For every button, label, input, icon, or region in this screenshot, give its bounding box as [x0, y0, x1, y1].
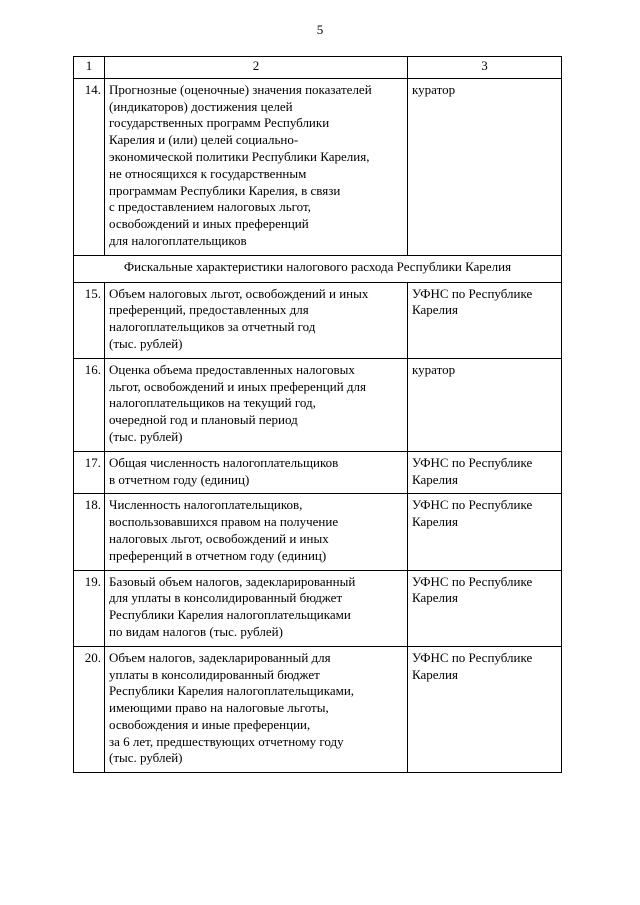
description-line: с предоставлением налоговых льгот,	[109, 199, 311, 215]
description-line: для налогоплательщиков	[109, 232, 247, 248]
description-line: Карелия и (или) целей социально-	[109, 132, 299, 148]
data-source	[408, 646, 562, 773]
description-line: Базовый объем налогов, задекларированный	[109, 573, 356, 589]
description-line: Объем налогов, задекларированный для	[109, 649, 331, 665]
table-row	[74, 451, 562, 494]
table-row	[74, 358, 562, 451]
data-source-line: УФНС по Республике	[412, 497, 533, 513]
section-title: Фискальные характеристики налогового расхода Республики Карелия	[74, 255, 562, 282]
data-source-line: УФНС по Республике	[412, 573, 533, 589]
table-row	[74, 78, 562, 255]
row-number: 16.	[74, 358, 105, 451]
indicator-description	[105, 282, 408, 358]
table-row	[74, 282, 562, 358]
description-line: освобождения и иные преференции,	[109, 716, 311, 732]
description-line: (тыс. рублей)	[109, 428, 183, 444]
description-line: программам Республики Карелия, в связи	[109, 182, 341, 198]
indicator-description	[105, 646, 408, 773]
data-source-line: Карелия	[412, 666, 458, 682]
description-line: налогоплательщиков на текущий год,	[109, 395, 316, 411]
description-line: имеющими право на налоговые льготы,	[109, 700, 329, 716]
data-source	[408, 494, 562, 570]
indicator-description	[105, 78, 408, 255]
data-source-line: УФНС по Республике	[412, 285, 533, 301]
indicator-description	[105, 570, 408, 646]
description-line: Республики Карелия налогоплательщиками,	[109, 683, 355, 699]
row-number: 19.	[74, 570, 105, 646]
description-line: (индикаторов) достижения целей	[109, 98, 293, 114]
data-source-line: Карелия	[412, 514, 458, 530]
indicator-description	[105, 451, 408, 494]
description-line: налоговых льгот, освобождений и иных	[109, 530, 329, 546]
description-line: уплаты в консолидированный бюджет	[109, 666, 320, 682]
indicator-description	[105, 494, 408, 570]
description-line: (тыс. рублей)	[109, 335, 183, 351]
description-line: освобождений и иных преференций	[109, 216, 309, 232]
data-source	[408, 358, 562, 451]
header-col-3: 3	[408, 57, 562, 79]
description-line: Республики Карелия налогоплательщиками	[109, 607, 351, 623]
header-col-1: 1	[74, 57, 105, 79]
description-line: для уплаты в консолидированный бюджет	[109, 590, 343, 606]
page-number: 5	[316, 22, 324, 37]
description-line: Объем налоговых льгот, освобождений и иных	[109, 285, 369, 301]
description-line: Оценка объема предоставленных налоговых	[109, 361, 355, 377]
description-line: преференций, предоставленных для	[109, 302, 309, 318]
description-line: очередной год и плановый период	[109, 412, 298, 428]
description-line: Общая численность налогоплательщиков	[109, 454, 339, 470]
data-source	[408, 282, 562, 358]
description-line: льгот, освобождений и иных преференций для	[109, 378, 366, 394]
indicator-description	[105, 358, 408, 451]
description-line: преференций в отчетном году (единиц)	[109, 547, 327, 563]
description-line: воспользовавшихся правом на получение	[109, 514, 339, 530]
data-source-line: Карелия	[412, 590, 458, 606]
data-source-line: УФНС по Республике	[412, 454, 533, 470]
description-line: в отчетном году (единиц)	[109, 471, 250, 487]
row-number: 14.	[74, 78, 105, 255]
row-number: 15.	[74, 282, 105, 358]
header-col-2: 2	[105, 57, 408, 79]
description-line: экономической политики Республики Карелия,	[109, 148, 370, 164]
data-source-line: Карелия	[412, 302, 458, 318]
description-line: не относящихся к государственным	[109, 165, 307, 181]
data-source-line: УФНС по Республике	[412, 649, 533, 665]
data-source	[408, 451, 562, 494]
table-row	[74, 646, 562, 773]
table-row	[74, 494, 562, 570]
description-line: Прогнозные (оценочные) значения показателей	[109, 81, 372, 97]
data-source	[408, 78, 562, 255]
data-source-line: куратор	[412, 81, 456, 97]
table-header-row	[74, 57, 562, 79]
description-line: (тыс. рублей)	[109, 750, 183, 766]
description-line: государственных программ Республики	[109, 115, 330, 131]
row-number: 17.	[74, 451, 105, 494]
indicator-table	[73, 56, 562, 773]
description-line: налогоплательщиков за отчетный год	[109, 319, 316, 335]
description-line: по видам налогов (тыс. рублей)	[109, 623, 283, 639]
data-source	[408, 570, 562, 646]
description-line: за 6 лет, предшествующих отчетному году	[109, 733, 344, 749]
row-number: 20.	[74, 646, 105, 773]
table-row	[74, 570, 562, 646]
row-number: 18.	[74, 494, 105, 570]
data-source-line: Карелия	[412, 471, 458, 487]
table-body	[74, 57, 562, 773]
description-line: Численность налогоплательщиков,	[109, 497, 303, 513]
data-source-line: куратор	[412, 361, 456, 377]
section-row	[74, 255, 562, 282]
